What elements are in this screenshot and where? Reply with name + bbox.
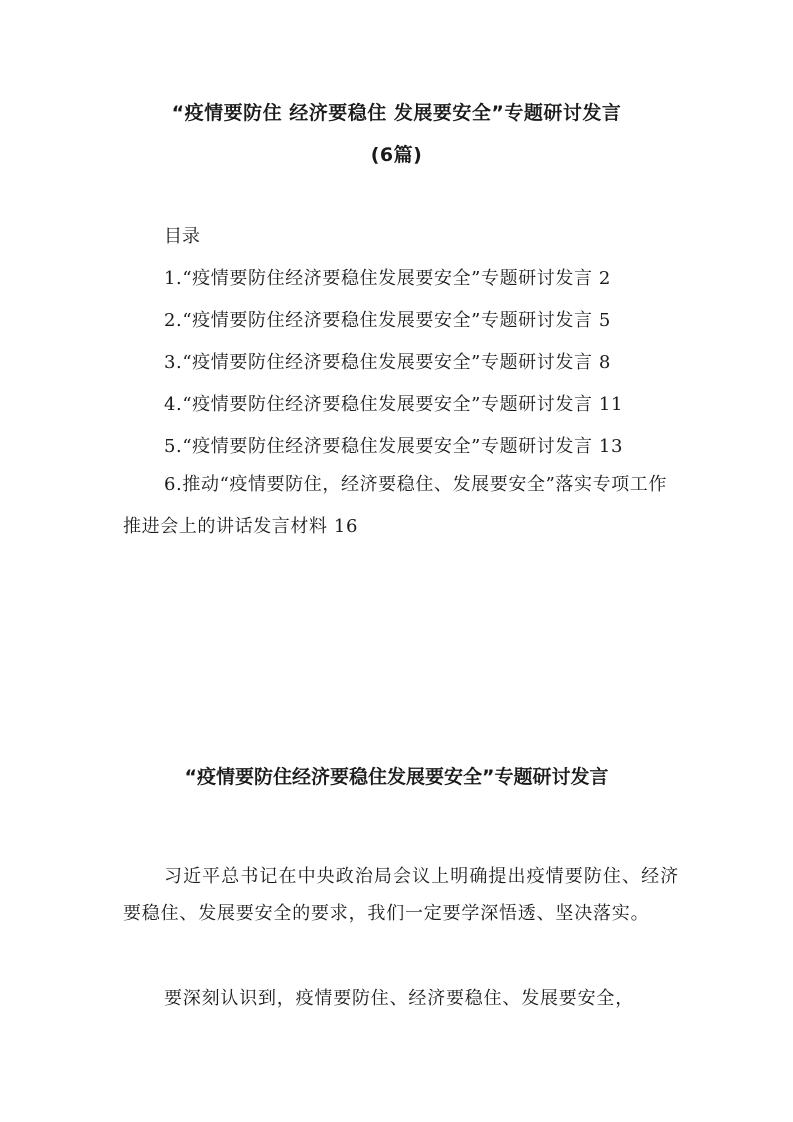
body-paragraph: 习近平总书记在中央政治局会议上明确提出疫情要防住、经济要稳住、发展要安全的要求，我们一定要学深悟透、坚决落实。 [123,866,679,924]
toc-item[interactable]: 2.“疫情要防住经济要稳住发展要安全”专题研讨发言 5 [164,310,611,331]
toc-item[interactable]: 6.推动“疫情要防住，经济要稳住、发展要安全”落实专项工作推进会上的讲话发言材料 16 [123,474,667,537]
body-paragraph: 要深刻认识到，疫情要防住、经济要稳住、发展要安全， [164,988,634,1009]
document-subtitle: (6篇) [370,144,423,166]
toc-item[interactable]: 3.“疫情要防住经济要稳住发展要安全”专题研讨发言 8 [164,352,611,373]
toc-heading: 目录 [164,226,200,247]
toc-item[interactable]: 1.“疫情要防住经济要稳住发展要安全”专题研讨发言 2 [164,268,611,289]
document-title: “疫情要防住 经济要稳住 发展要安全”专题研讨发言 [171,102,622,124]
toc-item[interactable]: 5.“疫情要防住经济要稳住发展要安全”专题研讨发言 13 [164,436,624,457]
section-title: “疫情要防住经济要稳住发展要安全”专题研讨发言 [184,766,609,788]
toc-item[interactable]: 4.“疫情要防住经济要稳住发展要安全”专题研讨发言 11 [164,394,624,415]
